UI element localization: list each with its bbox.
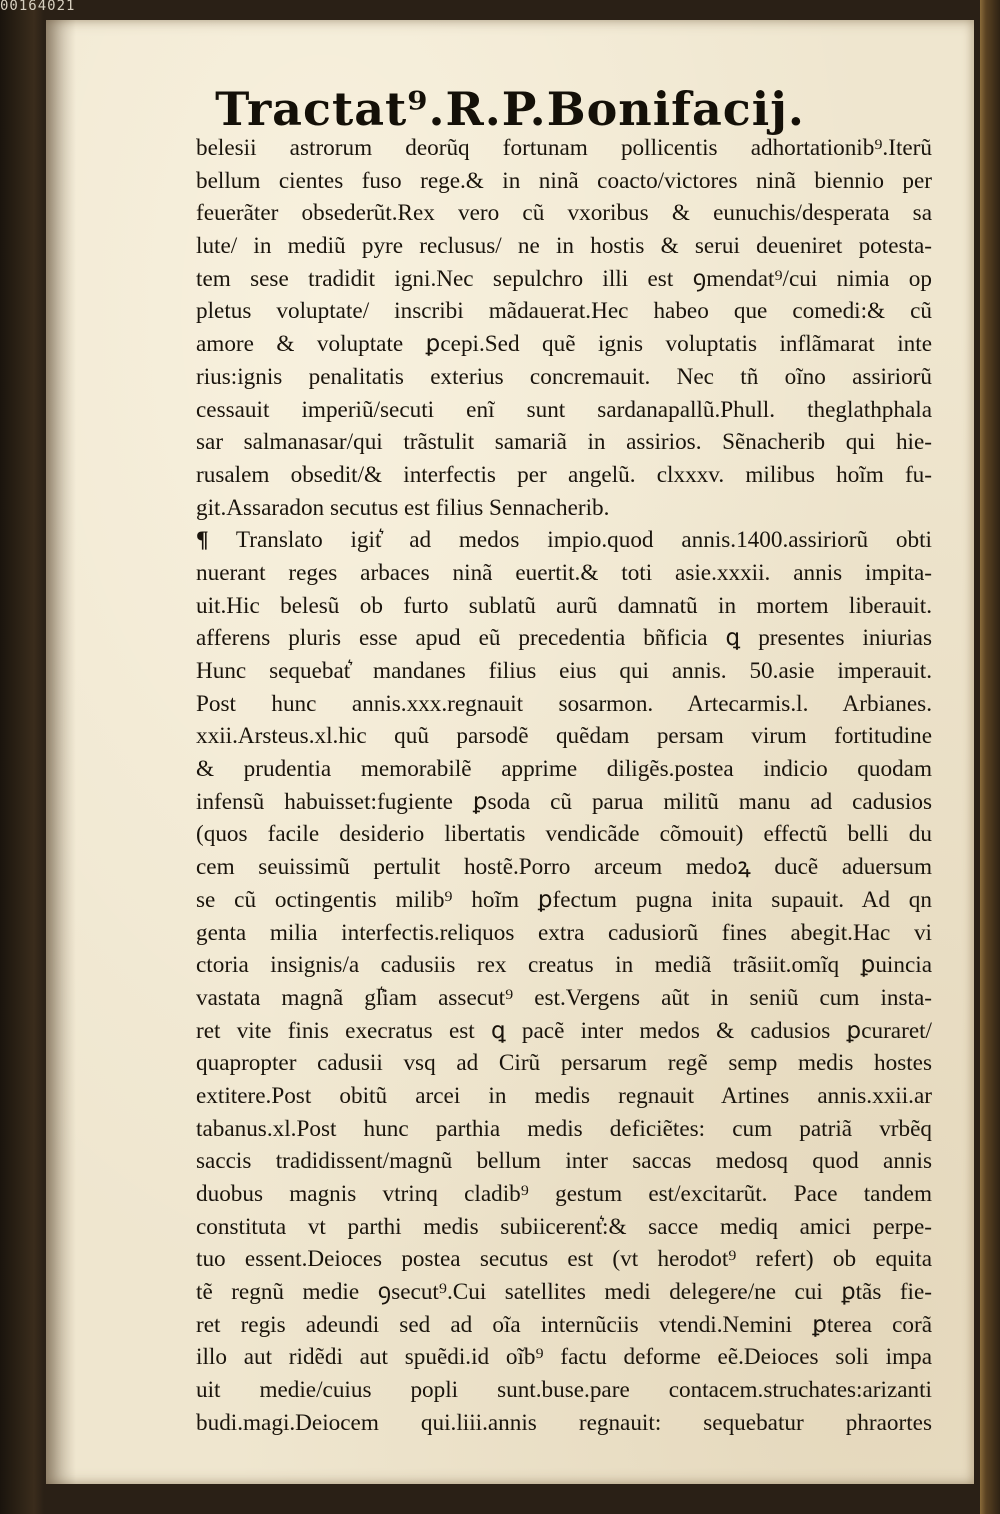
text-line: xxii.Arsteus.xl.hic quũ parsodẽ quẽdam persam virum fortitudine [196, 723, 932, 750]
text-line: vastata magnã gl͛iam assecut⁹ est.Vergens aũt in seniũ cum insta- [196, 984, 932, 1011]
text-line: Hunc sequebat͛ mandanes filius eius qui annis. 50.asie imperauit. [196, 658, 932, 684]
text-line: rius:ignis penalitatis exterius concremauit. Nec tñ oĩno assiriorũ [196, 363, 932, 390]
text-line: infensũ habuisset:fugiente ꝑsoda cũ parua militũ manu ad cadusios [196, 788, 932, 815]
book-edge [980, 0, 1000, 1514]
text-line: nuerant reges arbaces ninã euertit.& toti asie.xxxii. annis impita- [196, 559, 932, 586]
text-line: se cũ octingentis milib⁹ hoĩm ꝑfectum pugna inita supauit. Ad qn [196, 886, 932, 913]
text-line: bellum cientes fuso rege.& in ninã coacto/victores ninã biennio per [196, 167, 932, 194]
text-line: ret regis adeundi sed ad oĩa internũciis vtendi.Nemini ꝑterea corã [196, 1311, 932, 1338]
text-line: tabanus.xl.Post hunc parthia medis deficiẽtes: cum patriã vrbẽq [196, 1115, 932, 1142]
text-line: tẽ regnũ medie ꝯsecut⁹.Cui satellites medi delegere/ne cui ꝑtãs fie- [196, 1279, 932, 1306]
text-line: (quos facile desiderio libertatis vendicãde cõmouit) effectũ belli du [196, 821, 932, 848]
text-line: cessauit imperiũ/secuti enĩ sunt sardanapallũ.Phull. theglathphala [196, 396, 932, 423]
text-line: lute/ in mediũ pyre reclusus/ ne in hostis & serui deueniret potesta- [196, 233, 932, 260]
running-head: Tractat⁹.R.P.Bonifacij. [215, 82, 805, 136]
text-line: pletus voluptate/ inscribi mãdauerat.Hec habeo que comedi:& cũ [196, 298, 932, 325]
text-line: tem sese tradidit igni.Nec sepulchro illi est ꝯmendat⁹/cui nimia op [196, 265, 932, 292]
text-line: quapropter cadusii vsq ad Cirũ persarum regẽ semp medis hostes [196, 1050, 932, 1077]
text-line: & prudentia memorabilẽ apprime diligẽs.postea indicio quodam [196, 756, 932, 783]
text-line: git.Assaradon secutus est filius Sennacherib. [196, 494, 610, 521]
text-line: tuo essent.Deioces postea secutus est (vt herodot⁹ refert) ob equita [196, 1246, 932, 1273]
text-line: ¶ Translato igit͛ ad medos impio.quod annis.1400.assiriorũ obti [196, 527, 932, 554]
text-line: uit medie/cuius popli sunt.buse.pare contacem.struchates:arizanti [196, 1377, 932, 1404]
text-line: constituta vt parthi medis subiicerent͛:& sacce mediq amici perpe- [196, 1213, 932, 1240]
text-line: sar salmanasar/qui trãstulit samariã in assirios. Sẽnacherib qui hie- [196, 429, 932, 456]
scan-id-label: 00164021 [0, 0, 76, 14]
text-line: cem seuissimũ pertulit hostẽ.Porro arceum medoꝝ ducẽ aduersum [196, 854, 932, 881]
text-line: Post hunc annis.xxx.regnauit sosarmon. Artecarmis.l. Arbianes. [196, 690, 932, 717]
text-line: budi.magi.Deiocem qui.liii.annis regnauit: sequebatur phraortes [196, 1409, 932, 1436]
text-line: ctoria insignis/a cadusiis rex creatus in mediã trãsiit.omĩq ꝑuincia [196, 952, 932, 979]
binding-fold [46, 20, 76, 1484]
body-text [196, 132, 932, 1440]
text-line: rusalem obsedit/& interfectis per angelũ. clxxxv. milibus hoĩm fu- [196, 461, 932, 488]
text-line: feuerãter obsederũt.Rex vero cũ vxoribus & eunuchis/desperata sa [196, 200, 932, 227]
text-line: extitere.Post obitũ arcei in medis regnauit Artines annis.xxii.ar [196, 1082, 932, 1109]
text-line: amore & voluptate ꝑcepi.Sed quẽ ignis voluptatis inflãmarat inte [196, 331, 932, 358]
text-line: afferens pluris esse apud eũ precedentia bñficia ꝗ presentes iniurias [196, 625, 932, 652]
text-line: ret vite finis execratus est ꝗ pacẽ inter medos & cadusios ꝑcuraret/ [196, 1017, 932, 1044]
text-line: illo aut ridẽdi aut spuẽdi.id oĩb⁹ factu deforme eẽ.Deioces soli impa [196, 1344, 932, 1371]
text-line: uit.Hic belesũ ob furto sublatũ aurũ damnatũ in mortem liberauit. [196, 592, 932, 619]
pilcrow-mark: ¶ [196, 527, 209, 554]
text-line: belesii astrorum deorũq fortunam pollicentis adhortationib⁹.Iterũ [196, 135, 932, 161]
text-line: saccis tradidissent/magnũ bellum inter saccas medosq quod annis [196, 1148, 932, 1175]
text-line: genta milia interfectis.reliquos extra cadusiorũ fines abegit.Hac vi [196, 919, 932, 946]
text-line: duobus magnis vtrinq cladib⁹ gestum est/excitarũt. Pace tandem [196, 1181, 932, 1207]
